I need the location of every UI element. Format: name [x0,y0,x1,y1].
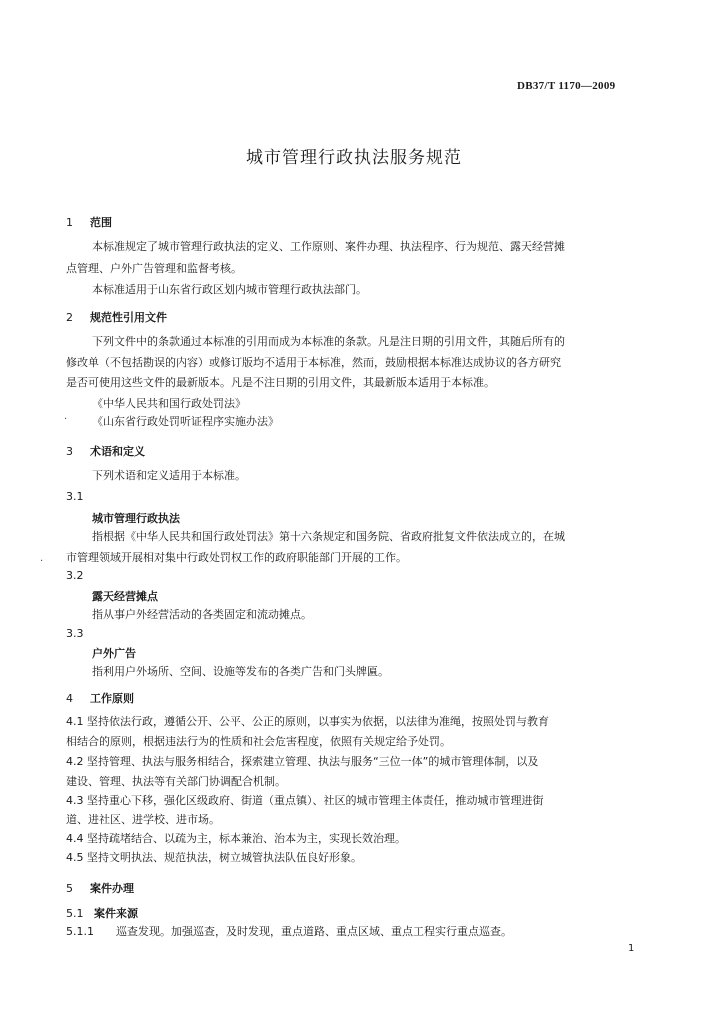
scan-speck: · [40,556,44,567]
section-number: 4 [66,692,73,705]
principle-line: 道、进社区、进学校、进市场。 [66,813,220,826]
principle-line: 4.5 坚持文明执法、规范执法，树立城管执法队伍良好形象。 [66,851,362,864]
term-name: 露天经营摊点 [92,590,158,603]
section-2-heading [66,309,167,325]
paragraph-line: 是否可使用这些文件的最新版本。凡是不注日期的引用文件，其最新版本适用于本标准。 [66,376,495,389]
subsection-number: 5.1 [66,907,84,920]
section-title: 案件办理 [90,882,134,895]
section-3-heading [66,443,145,459]
section-number: 3 [66,445,73,458]
term-name: 城市管理行政执法 [92,512,180,525]
principle-line: 4.3 坚持重心下移，强化区级政府、街道（重点镇）、社区的城市管理主体责任，推动城市管理进街 [66,794,544,807]
page-number: 1 [628,943,635,954]
term-definition: 指利用户外场所、空间、设施等发布的各类广告和门头牌匾。 [92,665,389,678]
clause-number: 5.1.1 [66,925,94,938]
principle-line: 4.1 坚持依法行政，遵循公开、公平、公正的原则，以事实为依据，以法律为准绳，按照处罚与教育 [66,715,549,728]
section-number: 5 [66,882,73,895]
paragraph-line: 修改单（不包括勘误的内容）或修订版均不适用于本标准，然而，鼓励根据本标准达成协议的各方研究 [66,356,561,369]
term-number: 3.1 [66,490,84,503]
term-definition: 指从事户外经营活动的各类固定和流动摊点。 [92,608,312,621]
term-definition: 指根据《中华人民共和国行政处罚法》第十六条规定和国务院、省政府批复文件依法成立的，在城 [92,530,565,543]
paragraph-line: 下列术语和定义适用于本标准。 [92,469,246,482]
standard-code: DB37/T 1170—2009 [517,80,616,92]
principle-line: 4.2 坚持管理、执法与服务相结合，探索建立管理、执法与服务“三位一体”的城市管理体制，以及 [66,755,539,768]
principle-line: 建设、管理、执法等有关部门协调配合机制。 [66,775,286,788]
section-number: 2 [66,311,73,324]
paragraph-line: 下列文件中的条款通过本标准的引用而成为本标准的条款。凡是注日期的引用文件，其随后所有的 [92,335,565,348]
clause-line [66,924,512,940]
principle-line: 相结合的原则，根据违法行为的性质和社会危害程度，依照有关规定给予处罚。 [66,735,451,748]
paragraph-line: 本标准适用于山东省行政区划内城市管理行政执法部门。 [92,283,367,296]
paragraph-line: 本标准规定了城市管理行政执法的定义、工作原则、案件办理、执法程序、行为规范、露天经营摊 [92,240,565,253]
principle-line: 4.4 坚持疏堵结合、以疏为主，标本兼治、治本为主，实现长效治理。 [66,832,406,845]
section-title: 规范性引用文件 [90,311,167,324]
subsection-heading [66,906,138,922]
term-definition: 市管理领域开展相对集中行政处罚权工作的政府职能部门开展的工作。 [66,551,407,564]
subsection-title: 案件来源 [94,907,138,920]
paragraph-line: 点管理、户外广告管理和监督考核。 [66,262,242,275]
scan-speck: · [64,414,68,425]
reference-item: 《山东省行政处罚听证程序实施办法》 [92,415,279,428]
section-5-heading [66,880,134,896]
section-title: 范围 [90,216,112,229]
page-title: 城市管理行政执法服务规范 [246,148,462,168]
term-name: 户外广告 [92,647,136,660]
section-title: 术语和定义 [90,445,145,458]
section-number: 1 [66,216,73,229]
clause-text: 巡查发现。加强巡查，及时发现，重点道路、重点区域、重点工程实行重点巡查。 [116,925,512,938]
term-number: 3.3 [66,627,84,640]
reference-item: 《中华人民共和国行政处罚法》 [92,397,246,410]
section-title: 工作原则 [90,692,134,705]
term-number: 3.2 [66,569,84,582]
section-4-heading [66,690,134,706]
section-1-heading [66,214,112,230]
